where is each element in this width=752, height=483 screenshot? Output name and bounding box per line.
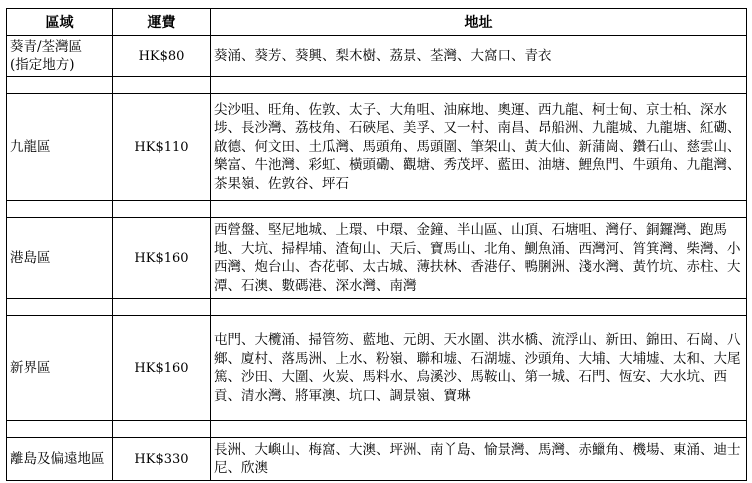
- table-row: [7, 36, 747, 77]
- table-row: [7, 316, 747, 421]
- header-address: 地址: [211, 9, 747, 36]
- address-cell: 葵涌、葵芳、葵興、梨木樹、荔景、荃灣、大窩口、青衣: [211, 36, 747, 77]
- header-region: 區域: [7, 9, 113, 36]
- fee-cell: HK$80: [113, 36, 211, 77]
- spacer-row: [7, 77, 747, 94]
- fee-cell: HK$330: [113, 438, 211, 481]
- address-cell: 屯門、大欖涌、掃管笏、藍地、元朗、天水圍、洪水橋、流浮山、新田、錦田、石崗、八鄉、廈村、落馬洲、上水、粉嶺、聯和墟、石湖墟、沙頭角、大埔、大埔墟、太和、大尾篤、沙田、大圍、火炭、馬料水、烏溪沙、馬鞍山、第一城、石門、恆安、大水坑、西貢、清水灣、將軍澳、坑口、調景嶺、寶琳: [211, 316, 747, 421]
- table-row: [7, 438, 747, 481]
- fee-cell: HK$110: [113, 94, 211, 201]
- spacer-row: [7, 299, 747, 316]
- spacer-row: [7, 201, 747, 218]
- region-cell: [7, 36, 113, 77]
- region-cell: 港島區: [7, 218, 113, 299]
- region-cell: 九龍區: [7, 94, 113, 201]
- address-cell: 長洲、大嶼山、梅窩、大澳、坪洲、南丫島、愉景灣、馬灣、赤鱲角、機場、東涌、迪士尼、欣澳: [211, 438, 747, 481]
- header-row: [7, 9, 747, 36]
- region-cell: 新界區: [7, 316, 113, 421]
- region-cell: 離島及偏遠地區: [7, 438, 113, 481]
- address-cell: 西營盤、堅尼地城、上環、中環、金鐘、半山區、山頂、石塘咀、灣仔、銅鑼灣、跑馬地、大坑、掃桿埔、渣甸山、天后、寶馬山、北角、鰂魚涌、西灣河、筲箕灣、柴灣、小西灣、炮台山、杏花邨、太古城、薄扶林、香港仔、鴨脷洲、淺水灣、黃竹坑、赤柱、大潭、石澳、數碼港、深水灣、南灣: [211, 218, 747, 299]
- fee-cell: HK$160: [113, 316, 211, 421]
- header-fee: 運費: [113, 9, 211, 36]
- table-row: [7, 94, 747, 201]
- region-name: 葵青/荃灣區 (指定地方): [10, 39, 83, 73]
- spacer-row: [7, 421, 747, 438]
- table-row: [7, 218, 747, 299]
- fee-cell: HK$160: [113, 218, 211, 299]
- delivery-fee-table: [6, 8, 747, 481]
- address-cell: 尖沙咀、旺角、佐敦、太子、大角咀、油麻地、奧運、西九龍、柯士甸、京士柏、深水埗、長沙灣、荔枝角、石硤尾、美孚、又一村、南昌、昂船洲、九龍城、九龍塘、紅磡、啟德、何文田、土瓜灣、馬頭角、馬頭圍、筆架山、黃大仙、新蒲崗、鑽石山、慈雲山、樂富、牛池灣、彩虹、橫頭磡、觀塘、秀茂坪、藍田、油塘、鯉魚門、牛頭角、九龍灣、茶果嶺、佐敦谷、坪石: [211, 94, 747, 201]
